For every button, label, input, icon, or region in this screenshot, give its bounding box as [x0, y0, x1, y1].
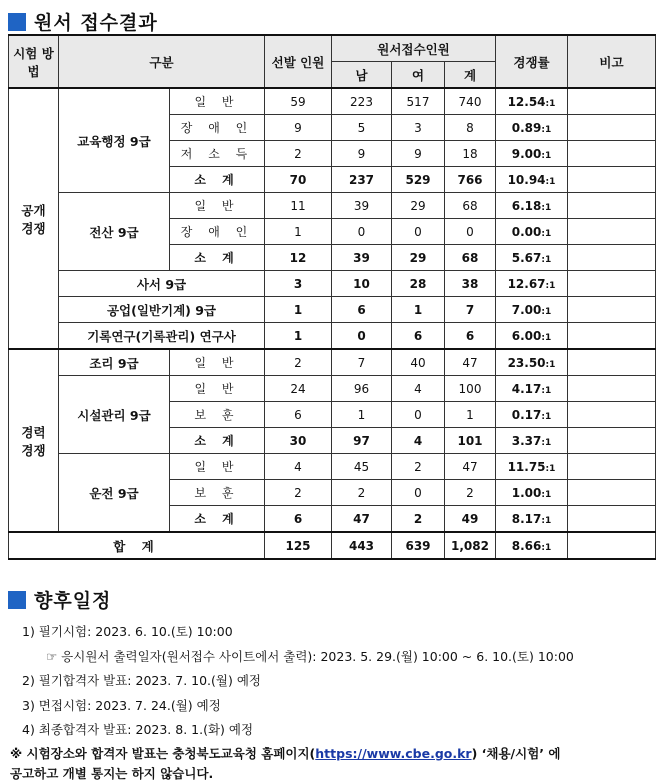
female-cell: 0	[392, 219, 445, 245]
rate-value: 5.67	[511, 250, 542, 265]
rate-value: 4.17	[511, 381, 542, 396]
male-cell: 7	[332, 349, 392, 376]
schedule-subitem: ☞ 응시원서 출력일자(원서접수 사이트에서 출력): 2023. 5. 29.(월) 10:00 ~ 6. 10.(토) 10:00	[46, 649, 574, 664]
header-selected: 선발 인원	[265, 35, 332, 88]
category-cell: 기록연구(기록관리) 연구사	[59, 323, 265, 350]
rate-cell	[496, 167, 568, 193]
female-cell: 1	[392, 297, 445, 323]
rate-suffix: :1	[541, 332, 552, 343]
group-cell: 경력 경쟁	[9, 349, 59, 532]
remarks-cell	[568, 271, 656, 297]
selected-cell: 4	[265, 454, 332, 480]
total-cell: 7	[445, 297, 496, 323]
rate-value: 12.54	[507, 94, 546, 109]
remarks-cell	[568, 245, 656, 271]
total-cell: 68	[445, 193, 496, 219]
male-cell: 47	[332, 506, 392, 533]
remarks-cell	[568, 506, 656, 533]
male-cell: 1	[332, 402, 392, 428]
selected-cell: 59	[265, 88, 332, 115]
remarks-cell	[568, 349, 656, 376]
selected-cell: 6	[265, 506, 332, 533]
remarks-cell	[568, 88, 656, 115]
subcategory-cell: 소 계	[170, 428, 265, 454]
rate-suffix: :1	[541, 411, 552, 422]
rate-value: 6.18	[511, 198, 542, 213]
schedule-item: 1) 필기시험: 2023. 6. 10.(토) 10:00	[22, 624, 233, 639]
male-cell: 2	[332, 480, 392, 506]
total-cell: 766	[445, 167, 496, 193]
header-total: 계	[445, 62, 496, 89]
subcategory-cell: 장 애 인	[170, 219, 265, 245]
male-cell: 0	[332, 323, 392, 350]
rate-suffix: :1	[541, 542, 552, 553]
table-row	[9, 376, 656, 402]
header-method: 시험 방법	[9, 35, 59, 88]
selected-cell: 1	[265, 219, 332, 245]
female-cell: 2	[392, 454, 445, 480]
category-cell: 교육행정 9급	[59, 88, 170, 193]
remarks-cell	[568, 115, 656, 141]
selected-cell: 12	[265, 245, 332, 271]
notice-line-2: 공고하고 개별 통지는 하지 않습니다.	[10, 766, 214, 781]
male-cell: 5	[332, 115, 392, 141]
rate-suffix: :1	[541, 306, 552, 317]
subcategory-cell: 보 훈	[170, 480, 265, 506]
rate-value: 8.17	[511, 511, 542, 526]
rate-suffix: :1	[541, 489, 552, 500]
rate-cell	[496, 376, 568, 402]
table-row	[9, 193, 656, 219]
rate-suffix: :1	[541, 202, 552, 213]
female-cell: 4	[392, 428, 445, 454]
rate-suffix: :1	[541, 515, 552, 526]
rate-cell	[496, 532, 568, 559]
schedule-item: 3) 면접시험: 2023. 7. 24.(월) 예정	[22, 698, 221, 713]
total-cell: 38	[445, 271, 496, 297]
rate-suffix: :1	[545, 176, 556, 187]
total-cell: 1	[445, 402, 496, 428]
subcategory-cell: 일 반	[170, 454, 265, 480]
rate-cell	[496, 219, 568, 245]
female-cell: 28	[392, 271, 445, 297]
remarks-cell	[568, 297, 656, 323]
total-cell: 8	[445, 115, 496, 141]
rate-cell	[496, 323, 568, 350]
rate-value: 11.75	[507, 459, 546, 474]
rate-cell	[496, 115, 568, 141]
grand-total-t: 1,082	[445, 532, 496, 559]
female-cell: 517	[392, 88, 445, 115]
remarks-cell	[568, 480, 656, 506]
category-cell: 사서 9급	[59, 271, 265, 297]
category-cell: 전산 9급	[59, 193, 170, 271]
blue-square-icon	[8, 591, 26, 609]
remarks-cell	[568, 167, 656, 193]
subcategory-cell: 일 반	[170, 88, 265, 115]
total-cell: 18	[445, 141, 496, 167]
subcategory-cell: 소 계	[170, 167, 265, 193]
total-cell: 2	[445, 480, 496, 506]
category-cell: 공업(일반기계) 9급	[59, 297, 265, 323]
subcategory-cell: 일 반	[170, 376, 265, 402]
table-row	[9, 297, 656, 323]
subcategory-cell: 일 반	[170, 349, 265, 376]
subcategory-cell: 장 애 인	[170, 115, 265, 141]
male-cell: 237	[332, 167, 392, 193]
selected-cell: 9	[265, 115, 332, 141]
grand-total-m: 443	[332, 532, 392, 559]
rate-cell	[496, 141, 568, 167]
male-cell: 39	[332, 245, 392, 271]
rate-value: 0.17	[511, 407, 542, 422]
rate-suffix: :1	[545, 98, 556, 109]
grand-total-row	[9, 532, 656, 559]
header-female: 여	[392, 62, 445, 89]
rate-suffix: :1	[541, 385, 552, 396]
female-cell: 40	[392, 349, 445, 376]
remarks-cell	[568, 454, 656, 480]
table-row	[9, 88, 656, 115]
rate-cell	[496, 245, 568, 271]
male-cell: 9	[332, 141, 392, 167]
remarks-cell	[568, 193, 656, 219]
male-cell: 10	[332, 271, 392, 297]
male-cell: 96	[332, 376, 392, 402]
schedule-item: 4) 최종합격자 발표: 2023. 8. 1.(화) 예정	[22, 722, 254, 737]
rate-value: 8.66	[511, 538, 542, 553]
subcategory-cell: 저 소 득	[170, 141, 265, 167]
category-cell: 조리 9급	[59, 349, 170, 376]
rate-cell	[496, 428, 568, 454]
table-row	[9, 323, 656, 350]
female-cell: 0	[392, 480, 445, 506]
notice-line-1	[10, 744, 560, 762]
subcategory-cell: 소 계	[170, 506, 265, 533]
subcategory-cell: 보 훈	[170, 402, 265, 428]
section-results-heading	[8, 8, 158, 35]
rate-suffix: :1	[545, 463, 556, 474]
grand-total-f: 639	[392, 532, 445, 559]
total-cell: 49	[445, 506, 496, 533]
total-cell: 47	[445, 349, 496, 376]
rate-cell	[496, 349, 568, 376]
header-applicants: 원서접수인원	[332, 35, 496, 62]
homepage-link[interactable]: https://www.cbe.go.kr	[315, 746, 472, 761]
remarks-cell	[568, 532, 656, 559]
table-row	[9, 454, 656, 480]
total-cell: 47	[445, 454, 496, 480]
notice-suffix: ) ‘채용/시험’ 에	[471, 746, 561, 761]
rate-value: 12.67	[507, 276, 546, 291]
rate-suffix: :1	[541, 150, 552, 161]
rate-cell	[496, 454, 568, 480]
female-cell: 29	[392, 193, 445, 219]
rate-cell	[496, 271, 568, 297]
header-rate: 경쟁률	[496, 35, 568, 88]
rate-value: 7.00	[511, 302, 542, 317]
remarks-cell	[568, 141, 656, 167]
section-results-title: 원서 접수결과	[34, 12, 158, 34]
group-cell: 공개 경쟁	[9, 88, 59, 349]
selected-cell: 1	[265, 323, 332, 350]
male-cell: 6	[332, 297, 392, 323]
rate-value: 1.00	[511, 485, 542, 500]
selected-cell: 2	[265, 480, 332, 506]
rate-value: 0.89	[511, 120, 542, 135]
subcategory-cell: 일 반	[170, 193, 265, 219]
rate-cell	[496, 297, 568, 323]
selected-cell: 1	[265, 297, 332, 323]
remarks-cell	[568, 376, 656, 402]
table-row	[9, 349, 656, 376]
section-schedule-title: 향후일정	[34, 590, 112, 612]
rate-suffix: :1	[545, 359, 556, 370]
subcategory-cell: 소 계	[170, 245, 265, 271]
grand-total-label: 합 계	[9, 532, 265, 559]
rate-value: 10.94	[507, 172, 546, 187]
category-cell: 시설관리 9급	[59, 376, 170, 454]
rate-suffix: :1	[541, 124, 552, 135]
rate-suffix: :1	[541, 437, 552, 448]
total-cell: 6	[445, 323, 496, 350]
rate-value: 3.37	[511, 433, 542, 448]
category-cell: 운전 9급	[59, 454, 170, 533]
rate-cell	[496, 480, 568, 506]
female-cell: 9	[392, 141, 445, 167]
rate-value: 6.00	[511, 328, 542, 343]
female-cell: 6	[392, 323, 445, 350]
female-cell: 2	[392, 506, 445, 533]
total-cell: 740	[445, 88, 496, 115]
remarks-cell	[568, 323, 656, 350]
female-cell: 0	[392, 402, 445, 428]
header-remarks: 비고	[568, 35, 656, 88]
selected-cell: 24	[265, 376, 332, 402]
rate-suffix: :1	[541, 228, 552, 239]
section-schedule-heading	[8, 586, 111, 613]
notice-prefix: ※ 시험장소와 합격자 발표는 충청북도교육청 홈페이지(	[10, 746, 316, 761]
selected-cell: 3	[265, 271, 332, 297]
male-cell: 39	[332, 193, 392, 219]
female-cell: 3	[392, 115, 445, 141]
selected-cell: 6	[265, 402, 332, 428]
remarks-cell	[568, 402, 656, 428]
total-cell: 100	[445, 376, 496, 402]
male-cell: 97	[332, 428, 392, 454]
header-male: 남	[332, 62, 392, 89]
male-cell: 223	[332, 88, 392, 115]
male-cell: 0	[332, 219, 392, 245]
rate-value: 9.00	[511, 146, 542, 161]
selected-cell: 2	[265, 141, 332, 167]
header-category: 구분	[59, 35, 265, 88]
blue-square-icon	[8, 13, 26, 31]
grand-total-sel: 125	[265, 532, 332, 559]
rate-value: 23.50	[507, 355, 546, 370]
selected-cell: 2	[265, 349, 332, 376]
rate-suffix: :1	[541, 254, 552, 265]
rate-suffix: :1	[545, 280, 556, 291]
schedule-item: 2) 필기합격자 발표: 2023. 7. 10.(월) 예정	[22, 673, 261, 688]
selected-cell: 30	[265, 428, 332, 454]
selected-cell: 70	[265, 167, 332, 193]
rate-cell	[496, 193, 568, 219]
remarks-cell	[568, 219, 656, 245]
remarks-cell	[568, 428, 656, 454]
female-cell: 529	[392, 167, 445, 193]
table-row	[9, 271, 656, 297]
results-table	[8, 34, 656, 560]
total-cell: 0	[445, 219, 496, 245]
rate-value: 0.00	[511, 224, 542, 239]
female-cell: 4	[392, 376, 445, 402]
female-cell: 29	[392, 245, 445, 271]
rate-cell	[496, 402, 568, 428]
rate-cell	[496, 506, 568, 533]
selected-cell: 11	[265, 193, 332, 219]
rate-cell	[496, 88, 568, 115]
total-cell: 101	[445, 428, 496, 454]
total-cell: 68	[445, 245, 496, 271]
male-cell: 45	[332, 454, 392, 480]
